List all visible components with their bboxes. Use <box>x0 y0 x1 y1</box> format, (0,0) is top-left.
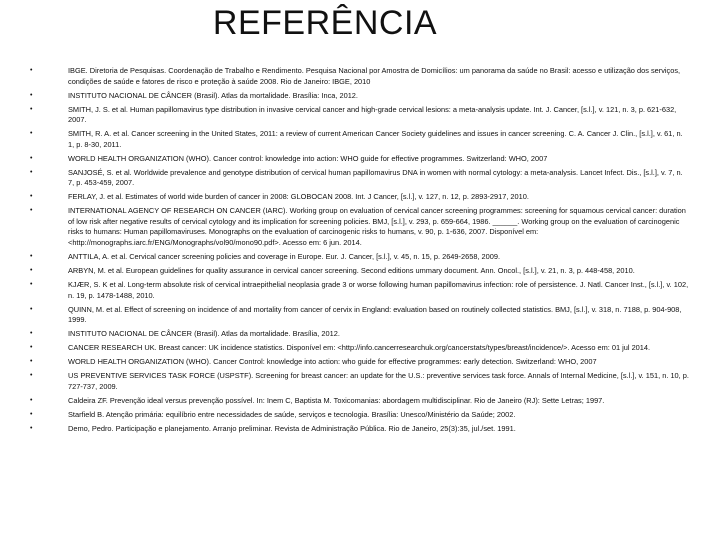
reference-text: SANJOSÉ, S. et al. Worldwide prevalence and genotype distribution of cervical human papillomavirus DNA in women with normal cytology: a meta-analysis. Lancet Infect. Dis., [s.l.], v. 7, n. 7, p. 453-459, 2007. <box>68 167 683 188</box>
reference-text: INSTITUTO NACIONAL DE CÂNCER (Brasil). Atlas da mortalidade. Brasília, 2012. <box>68 329 340 339</box>
reference-text: US PREVENTIVE SERVICES TASK FORCE (USPSTF). Screening for breast cancer: an update for the U.S.: preventive services task force. Annals of Internal Medicine, [s.l.], v. 151, n. 10, p. 727-737, 2009. <box>68 371 689 391</box>
bullet-icon: • <box>30 424 33 432</box>
reference-text: ARBYN, M. et al. European guidelines for quality assurance in cervical cancer screening. Second editions ummary document. Ann. Oncol., [s.l.], v. 21, n. 3, p. 448-458, 2010. <box>68 266 635 276</box>
reference-text: INSTITUTO NACIONAL DE CÂNCER (Brasil). Atlas da mortalidade. Brasília: Inca, 2012. <box>68 90 358 100</box>
reference-text: WORLD HEALTH ORGANIZATION (WHO). Cancer control: knowledge into action: WHO guide for effective programmes. Switzerland: WHO, 2007 <box>68 153 548 163</box>
reference-item <box>30 371 690 392</box>
reference-item <box>30 129 690 150</box>
reference-text: CANCER RESEARCH UK. Breast cancer: UK incidence statistics. Disponível em: <http://info.cancerresearchuk.org/cancerstats/types/breast/incidence/>. Acesso em: 01 jul 2014. <box>68 343 651 353</box>
reference-item <box>30 105 690 126</box>
reference-text: SMITH, R. A. et al. Cancer screening in the United States, 2011: a review of current American Cancer Society guidelines and issues in cancer screening. C. A. Cancer J. Clin., [s.l.], v. 61, n. 1, p. 8-30, 2011. <box>68 129 683 149</box>
reference-text: Caldeira ZF. Prevenção ideal versus prevenção possível. In: Inem C, Baptista M. Toxicomanias: abordagem multidisciplinar. Rio de Janeiro (RJ): Sette Letras; 1997. <box>68 395 605 405</box>
bullet-icon: • <box>30 372 33 380</box>
reference-item <box>30 329 690 340</box>
reference-text: WORLD HEALTH ORGANIZATION (WHO). Cancer Control: knowledge into action: who guide for effective programmes: early detection. Switzerland: WHO, 2007 <box>68 357 597 367</box>
bullet-icon: • <box>30 130 33 138</box>
reference-text: SMITH, J. S. et al. Human papillomavirus type distribution in invasive cervical cancer and high-grade cervical lesions: a meta-analysis update. Int. J. Cancer, [s.l.], v. 121, n. 3, p. 621-632, 2007. <box>68 104 677 125</box>
bullet-icon: • <box>30 168 33 176</box>
reference-item <box>30 252 690 263</box>
bullet-icon: • <box>30 91 33 99</box>
bullet-icon: • <box>30 193 33 201</box>
reference-text: INTERNATIONAL AGENCY OF RESEARCH ON CANCER (IARC). Working group on evaluation of cervical cancer screening programmes: screening for squamous cervical cancer: duration of low risk after negative results of cervical cytology and its implication for screening policies. BMJ, [s.l.], v. 293, p. 659-664, 1986. ______. Working group on the evaluation of carcinogenic risks to humans: Human papillomaviruses. Monographs on the evaluation of carcinogenic risks to humans, v. 90, p. 1-636, 2007. Disponível em: <http://monographs.iarc.fr/ENG/Monographs/vol90/mono90.pdf>. Acesso em: 6 jun. 2014. <box>68 206 686 248</box>
reference-item <box>30 343 690 354</box>
bullet-icon: • <box>30 396 33 404</box>
reference-item <box>30 280 690 301</box>
bullet-icon: • <box>30 105 33 113</box>
reference-text: ANTTILA, A. et al. Cervical cancer screening policies and coverage in Europe. Eur. J. Cancer, [s.l.], v. 45, n. 15, p. 2649-2658, 2009. <box>68 252 501 262</box>
reference-item <box>30 305 690 326</box>
reference-item <box>30 168 690 189</box>
bullet-icon: • <box>30 305 33 313</box>
reference-item <box>30 206 690 248</box>
reference-text: Demo, Pedro. Participação e planejamento. Arranjo preliminar. Revista de Administração Pública. Rio de Janeiro, 25(3):35, jul./set. 1991. <box>68 423 516 433</box>
reference-item <box>30 66 690 87</box>
reference-list <box>30 66 690 438</box>
bullet-icon: • <box>30 154 33 162</box>
bullet-icon: • <box>30 253 33 261</box>
reference-text: IBGE. Diretoria de Pesquisas. Coordenação de Trabalho e Rendimento. Pesquisa Nacional por Amostra de Domicílios: um panorama da saúde no Brasil: acesso e utilização dos serviços, condições de saúde e fatores de risco e proteção à saúde 2008. Rio de Janeiro: IBGE, 2010 <box>68 66 681 86</box>
bullet-icon: • <box>30 267 33 275</box>
bullet-icon: • <box>30 67 33 74</box>
reference-text: FERLAY, J. et al. Estimates of world wide burden of cancer in 2008: GLOBOCAN 2008. Int. J Cancer, [s.l.], v. 127, n. 12, p. 2893-2917, 2010. <box>68 192 529 202</box>
reference-item <box>30 266 690 277</box>
reference-item <box>30 91 690 102</box>
bullet-icon: • <box>30 330 33 338</box>
slide-title: REFERÊNCIA <box>212 4 438 42</box>
reference-item <box>30 396 690 407</box>
reference-item <box>30 154 690 165</box>
reference-item <box>30 424 690 435</box>
bullet-icon: • <box>30 358 33 366</box>
reference-text: QUINN, M. et al. Effect of screening on incidence of and mortality from cancer of cervix in England: evaluation based on routinely collected statistics. BMJ, [s.l.], v. 318, n. 7188, p. 904-908, 1999. <box>68 304 682 325</box>
bullet-icon: • <box>30 410 33 418</box>
bullet-icon: • <box>30 344 33 352</box>
bullet-icon: • <box>30 281 33 288</box>
reference-text: Starfield B. Atenção primária: equilíbrio entre necessidades de saúde, serviços e tecnologia. Brasília: Unesco/Ministério da Saúde; 2002. <box>68 409 516 419</box>
reference-item <box>30 357 690 368</box>
reference-item <box>30 410 690 421</box>
reference-text: KJÆR, S. K et al. Long-term absolute risk of cervical intraepithelial neoplasia grade 3 or worse following human papillomavirus infection: role of persistence. J. Natl. Cancer Inst., [s.l.], v. 102, n. 19, p. 1478-1488, 2010. <box>68 280 689 300</box>
reference-item <box>30 192 690 203</box>
bullet-icon: • <box>30 207 33 215</box>
